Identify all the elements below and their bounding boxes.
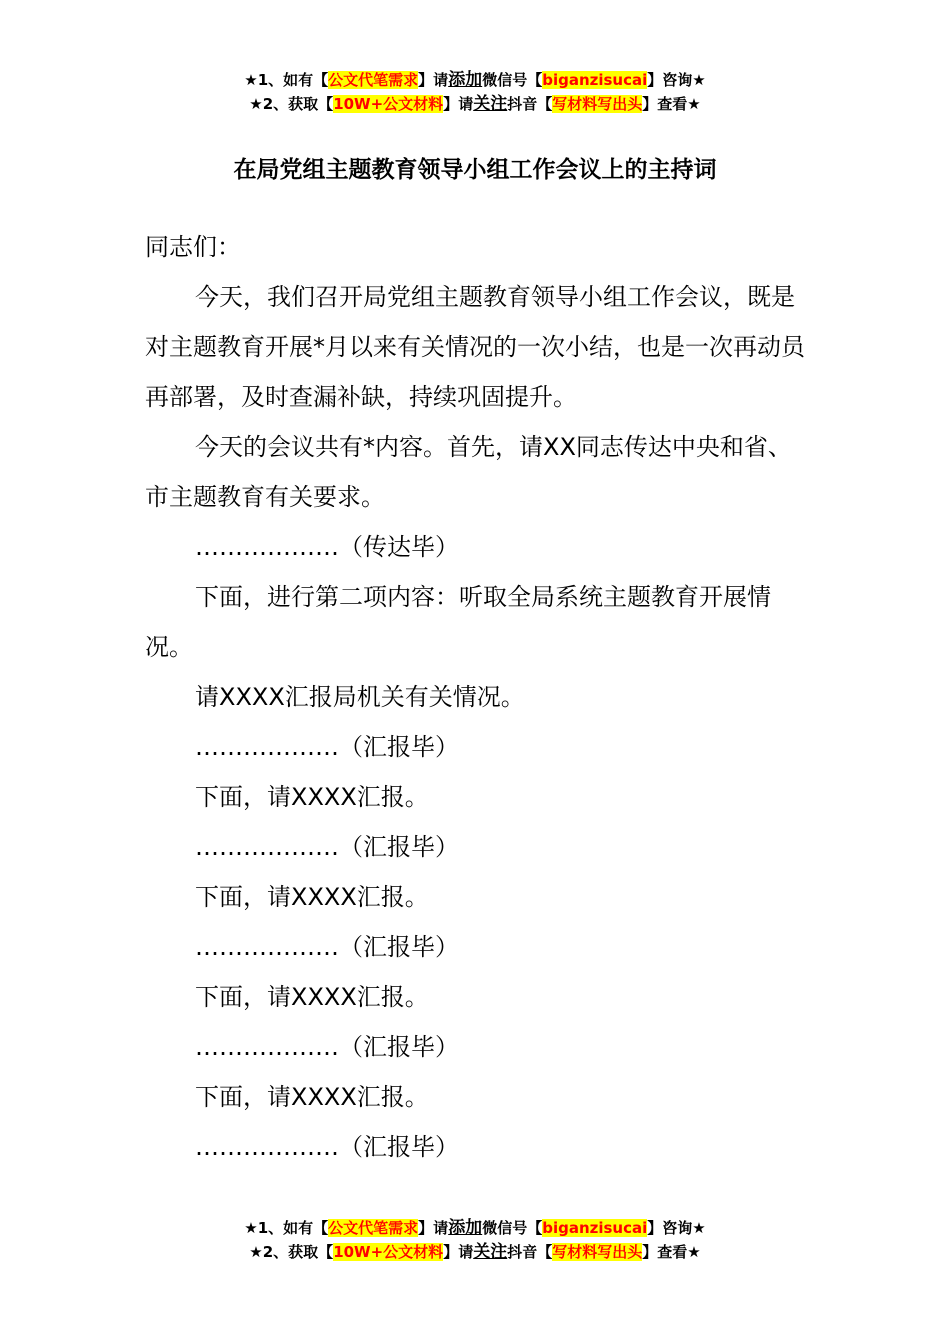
banner-text: 微信号【: [482, 71, 543, 89]
banner-emphasis: 关注: [473, 1242, 508, 1262]
banner-text: ★1、如有【: [244, 71, 329, 89]
banner-highlight: 公文代笔需求: [328, 1219, 419, 1237]
banner-text: 】请: [443, 1243, 474, 1261]
banner-text: ★1、如有【: [244, 1219, 329, 1237]
banner-highlight: 10W+公文材料: [333, 95, 444, 113]
banner-line-2: [0, 1240, 950, 1264]
salutation: 同志们：: [145, 233, 241, 261]
banner-emphasis: 添加: [448, 1218, 483, 1238]
paragraph: 今天的会议共有*内容。首先，请XX同志传达中央和省、市主题教育有关要求。: [145, 433, 792, 511]
paragraph: 下面，请XXXX汇报。: [195, 1083, 429, 1111]
paragraph: ………………（汇报毕）: [195, 933, 459, 961]
paragraph: 下面，请XXXX汇报。: [195, 983, 429, 1011]
paragraph: ………………（汇报毕）: [195, 733, 459, 761]
banner-highlight: 10W+公文材料: [333, 1243, 444, 1261]
banner-highlight-wechat: biganzisucai: [542, 71, 648, 89]
paragraph: ………………（汇报毕）: [195, 833, 459, 861]
banner-text: 】咨询★: [647, 1219, 706, 1237]
banner-text: 抖音【: [507, 95, 553, 113]
banner-highlight-wechat: biganzisucai: [542, 1219, 648, 1237]
banner-text: 】请: [418, 71, 449, 89]
footer-banner: [0, 1216, 950, 1264]
paragraph: 今天，我们召开局党组主题教育领导小组工作会议，既是对主题教育开展*月以来有关情况的一次小结，也是一次再动员再部署，及时查漏补缺，持续巩固提升。: [145, 283, 805, 411]
document-title: 在局党组主题教育领导小组工作会议上的主持词: [233, 157, 717, 183]
header-banner: [0, 68, 950, 116]
paragraph: ………………（传达毕）: [195, 533, 459, 561]
banner-highlight: 公文代笔需求: [328, 71, 419, 89]
paragraph: 请XXXX汇报局机关有关情况。: [195, 683, 525, 711]
banner-text: ★2、获取【: [249, 95, 334, 113]
banner-emphasis: 关注: [473, 94, 508, 114]
paragraph: ………………（汇报毕）: [195, 1033, 459, 1061]
paragraph: 下面，请XXXX汇报。: [195, 883, 429, 911]
banner-text: 抖音【: [507, 1243, 553, 1261]
banner-highlight-douyin: 写材料写出头: [552, 1243, 643, 1261]
banner-line-2: [0, 92, 950, 116]
banner-text: ★2、获取【: [249, 1243, 334, 1261]
paragraph: 下面，进行第二项内容：听取全局系统主题教育开展情况。: [145, 583, 771, 661]
banner-emphasis: 添加: [448, 70, 483, 90]
banner-highlight-douyin: 写材料写出头: [552, 95, 643, 113]
banner-text: 】请: [418, 1219, 449, 1237]
banner-text: 】咨询★: [647, 71, 706, 89]
banner-text: 】查看★: [642, 1243, 701, 1261]
banner-text: 】查看★: [642, 95, 701, 113]
banner-line-1: [0, 1216, 950, 1240]
banner-line-1: [0, 68, 950, 92]
paragraph: 下面，请XXXX汇报。: [195, 783, 429, 811]
paragraph: ………………（汇报毕）: [195, 1133, 459, 1161]
banner-text: 微信号【: [482, 1219, 543, 1237]
banner-text: 】请: [443, 95, 474, 113]
document-body: [145, 222, 805, 1172]
